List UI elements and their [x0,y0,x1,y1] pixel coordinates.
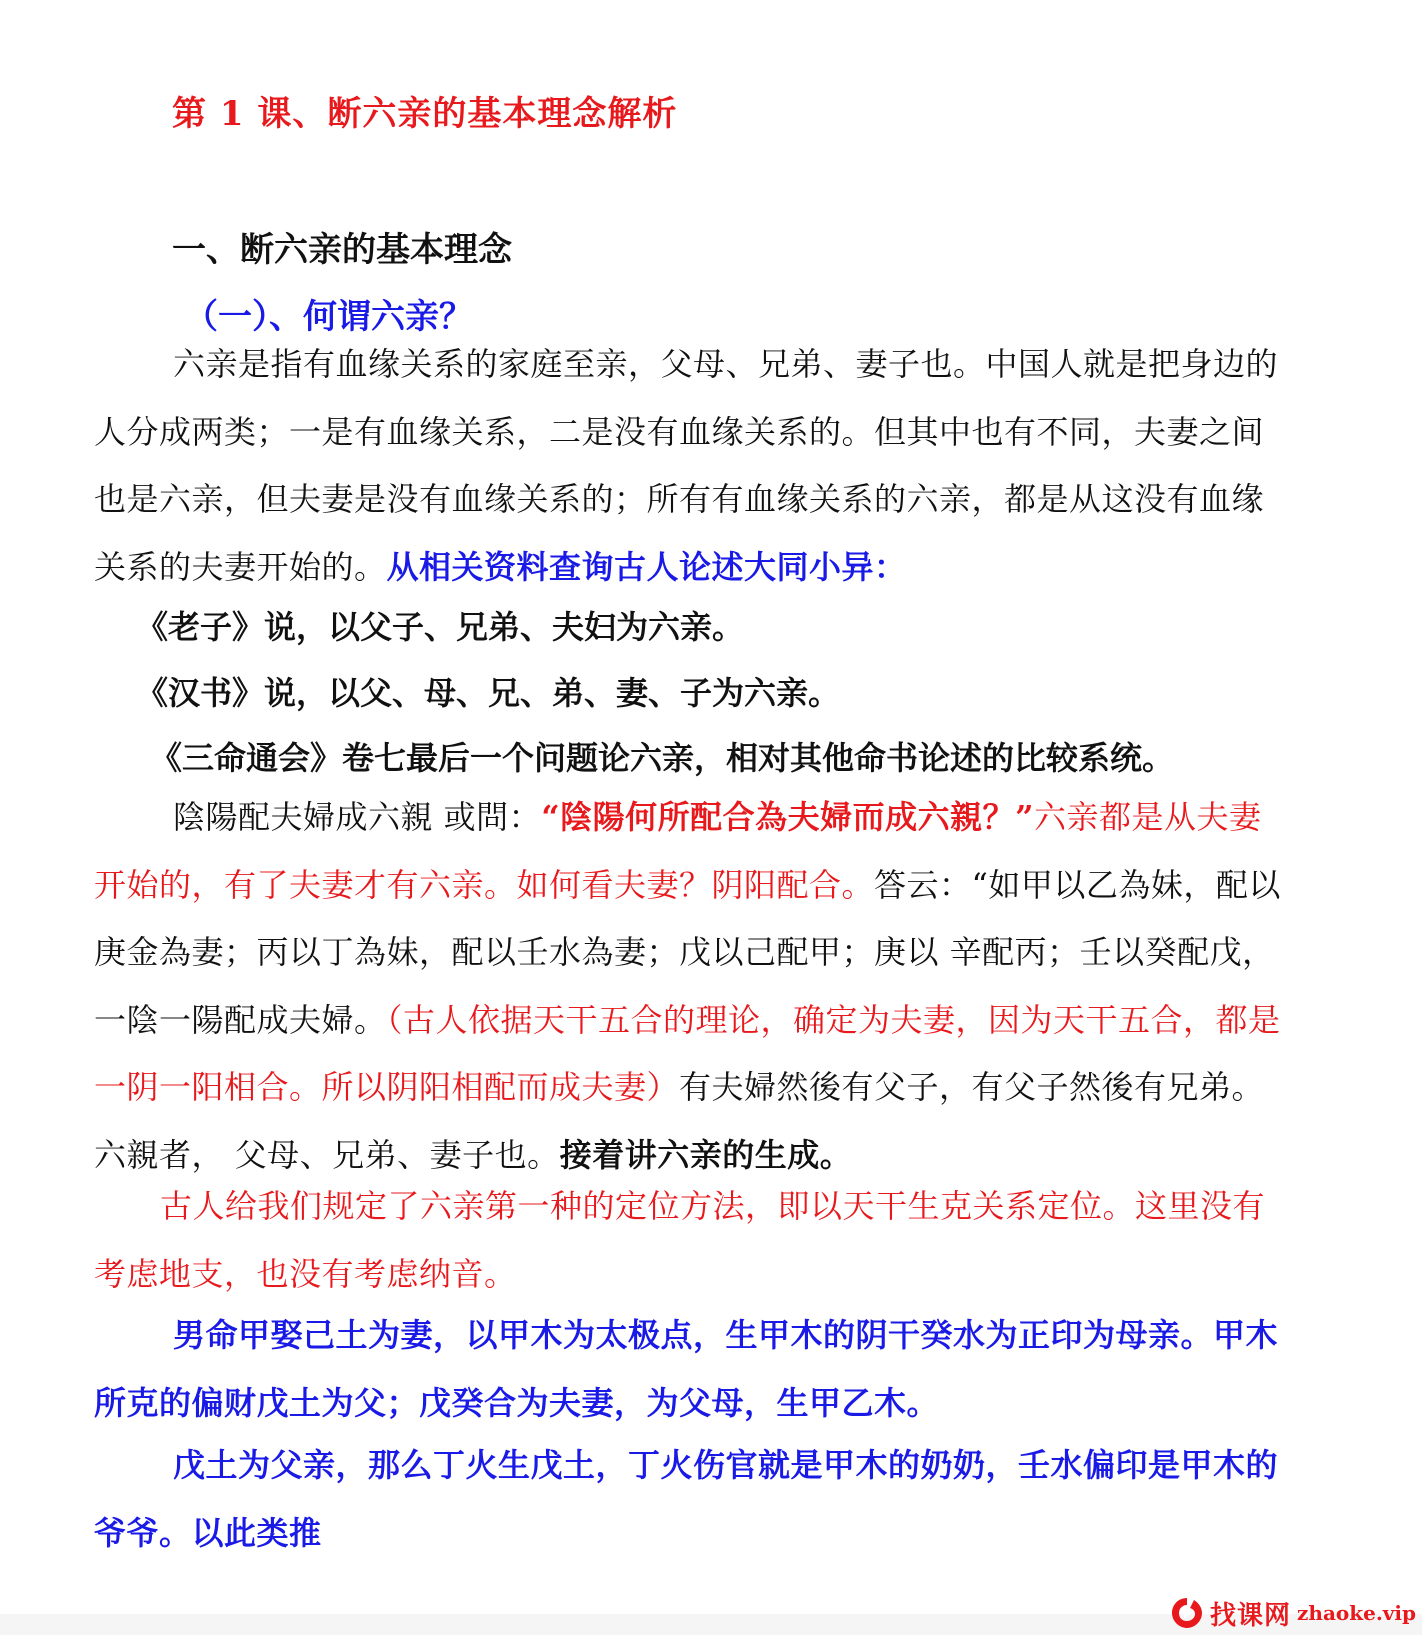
yinyang-seg-question: “陰陽何所配合為夫婦而成六親？” [541,798,1035,836]
subsection-title: （一）、何谓六亲？ [184,297,473,337]
paragraph-definition-highlight: 从相关资料查询古人论述大同小异： [386,547,907,586]
paragraph-definition [94,331,1292,601]
lesson-title: 第 1 课、断六亲的基本理念解析 [172,94,678,134]
section-title: 一、断六亲的基本理念 [172,230,512,270]
yinyang-seg-answer: 答云：“如甲以乙為妹，配以庚金為妻；丙以丁為妹，配以壬水為妻；戊以己配甲；庚以 辛配丙；壬以癸配戊，一陰一陽配成夫婦。 [94,865,1281,1039]
paragraph-grandparents: 戊土为父亲，那么丁火生戊土，丁火伤官就是甲木的奶奶，壬水偏印是甲木的爷爷。以此类推 [94,1446,1279,1552]
play-logo-icon [1170,1596,1204,1630]
paragraph-male-chart: 男命甲娶己土为妻，以甲木为太极点，生甲木的阴干癸水为正印为母亲。甲木所克的偏财戊土为父；戊癸合为夫妻，为父母，生甲乙木。 [94,1316,1279,1422]
watermark-cn: 找课网 [1210,1600,1292,1631]
quote-sanming: 《三命通会》卷七最后一个问题论六亲，相对其他命书论述的比较系统。 [150,739,1175,777]
watermark-en: zhaoke.vip [1297,1601,1416,1625]
yinyang-seg-conclusion: 有夫婦然後有父子，有父子然後有兄弟。六親者， 父母、兄弟、妻子也。 [94,1068,1265,1174]
quote-hanshu: 《汉书》说，以父、母、兄、弟、妻、子为六亲。 [136,674,841,712]
paragraph-positioning: 古人给我们规定了六亲第一种的定位方法，即以天干生克关系定位。这里没有考虑地支，也没有考虑纳音。 [94,1187,1266,1293]
yinyang-seg-next: 接着讲六亲的生成。 [559,1135,853,1174]
yinyang-seg-note: 六亲都是从夫妻开始的，有了夫妻才有六亲。如何看夫妻？阴阳配合。 [94,798,1262,904]
paragraph-definition-text: 六亲是指有血缘关系的家庭至亲，父母、兄弟、妻子也。中国人就是把身边的人分成两类；一是有血缘关系，二是没有血缘关系的。但其中也有不同，夫妻之间也是六亲，但夫妻是没有血缘关系的；所有有血缘关系的六亲，都是从这没有血缘关系的夫妻开始的。 [94,345,1279,586]
yinyang-seg-comment: （古人依据天干五合的理论，确定为夫妻，因为天干五合，都是一阴一阳相合。所以阴阳相配而成夫妻） [94,1000,1281,1107]
paragraph-yinyang [94,784,1292,1190]
yinyang-seg-heading: 陰陽配夫婦成六親 或問： [173,798,542,836]
quote-laozi: 《老子》说，以父子、兄弟、夫妇为六亲。 [136,608,745,646]
watermark [1170,1593,1416,1633]
